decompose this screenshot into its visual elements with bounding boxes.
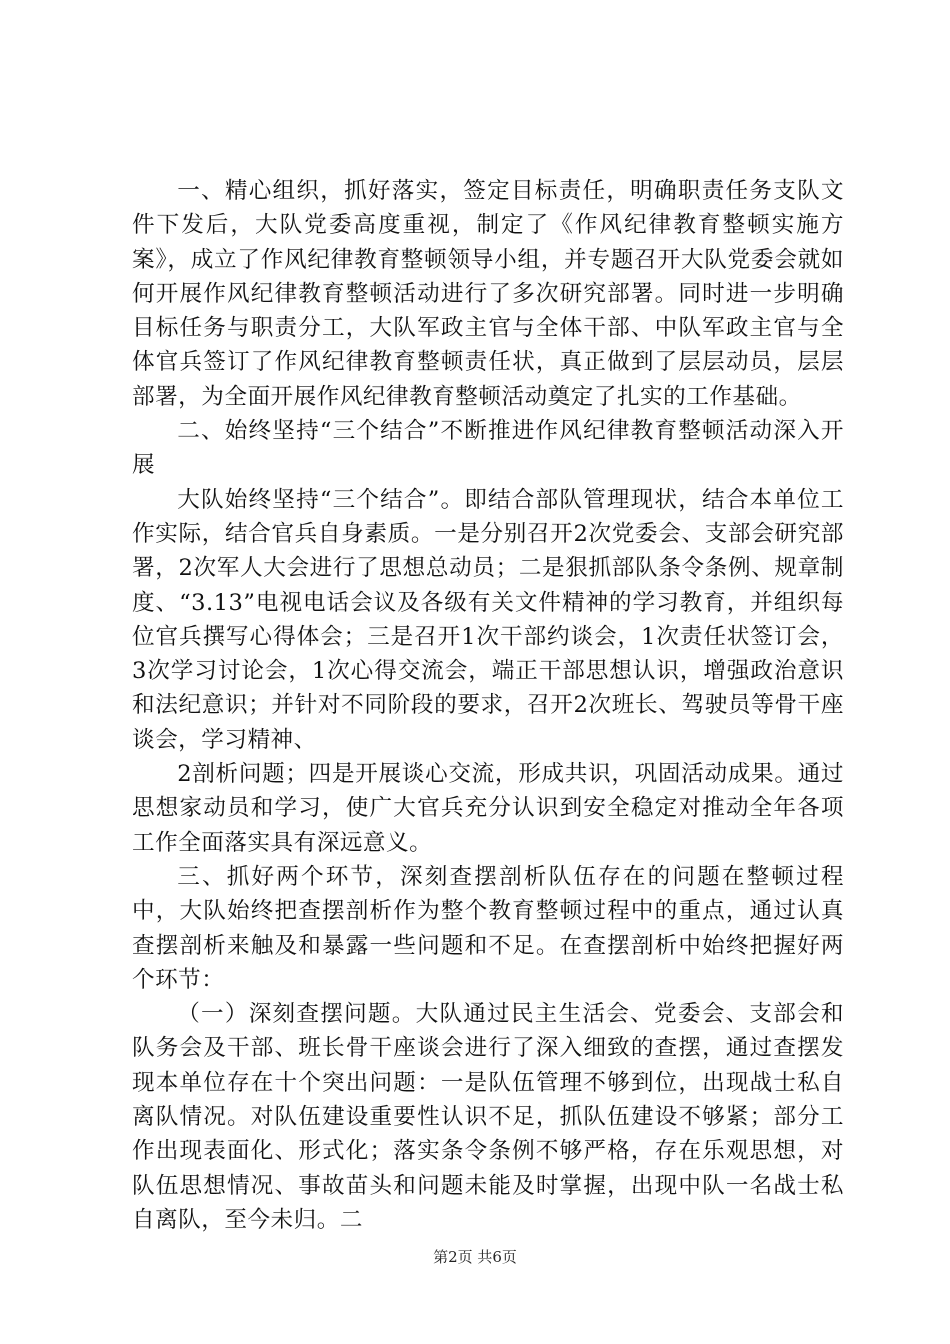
paragraph-3: 大队始终坚持“三个结合”。即结合部队管理现状，结合本单位工作实际，结合官兵自身素质。一是分别召开2次党委会、支部会研究部署，2次军人大会进行了思想总动员；二是狠抓部队条令条例、规章制度、“3.13”电视电话会议及各级有关文件精神的学习教育，并组织每位官兵撰写心得体会；三是召开1次干部约谈会，1次责任状签订会，3次学习讨论会，1次心得交流会，端正干部思想认识，增强政治意识和法纪意识；并针对不同阶段的要求，召开2次班长、驾驶员等骨干座谈会，学习精神、: [132, 486, 844, 753]
page-number: 第2页 共6页: [433, 1248, 517, 1266]
page-footer: [0, 1246, 950, 1267]
document-body: [132, 174, 844, 1237]
paragraph-2-heading: 二、始终坚持“三个结合”不断推进作风纪律教育整顿活动深入开展: [132, 418, 844, 479]
paragraph-5-heading: 三、抓好两个环节，深刻查摆剖析队伍存在的问题在整顿过程中，大队始终把查摆剖析作为整个教育整顿过程中的重点，通过认真查摆剖析来触及和暴露一些问题和不足。在查摆剖析中始终把握好两个环节：: [132, 863, 844, 993]
paragraph-6: （一）深刻查摆问题。大队通过民主生活会、党委会、支部会和队务会及干部、班长骨干座谈会进行了深入细致的查摆，通过查摆发现本单位存在十个突出问题：一是队伍管理不够到位，出现战士私自离队情况。对队伍建设重要性认识不足，抓队伍建设不够紧；部分工作出现表面化、形式化；落实条令条例不够严格，存在乐观思想，对队伍思想情况、事故苗头和问题未能及时掌握，出现中队一名战士私自离队，至今未归。二: [132, 1001, 844, 1233]
paragraph-4: 2剖析问题；四是开展谈心交流，形成共识，巩固活动成果。通过思想家动员和学习，使广大官兵充分认识到安全稳定对推动全年各项工作全面落实具有深远意义。: [132, 761, 844, 856]
paragraph-1: 一、精心组织，抓好落实，签定目标责任，明确职责任务支队文件下发后，大队党委高度重视，制定了《作风纪律教育整顿实施方案》，成立了作风纪律教育整顿领导小组，并专题召开大队党委会就如何开展作风纪律教育整顿活动进行了多次研究部署。同时进一步明确目标任务与职责分工，大队军政主官与全体干部、中队军政主官与全体官兵签订了作风纪律教育整顿责任状，真正做到了层层动员，层层部署，为全面开展作风纪律教育整顿活动奠定了扎实的工作基础。: [132, 178, 844, 410]
